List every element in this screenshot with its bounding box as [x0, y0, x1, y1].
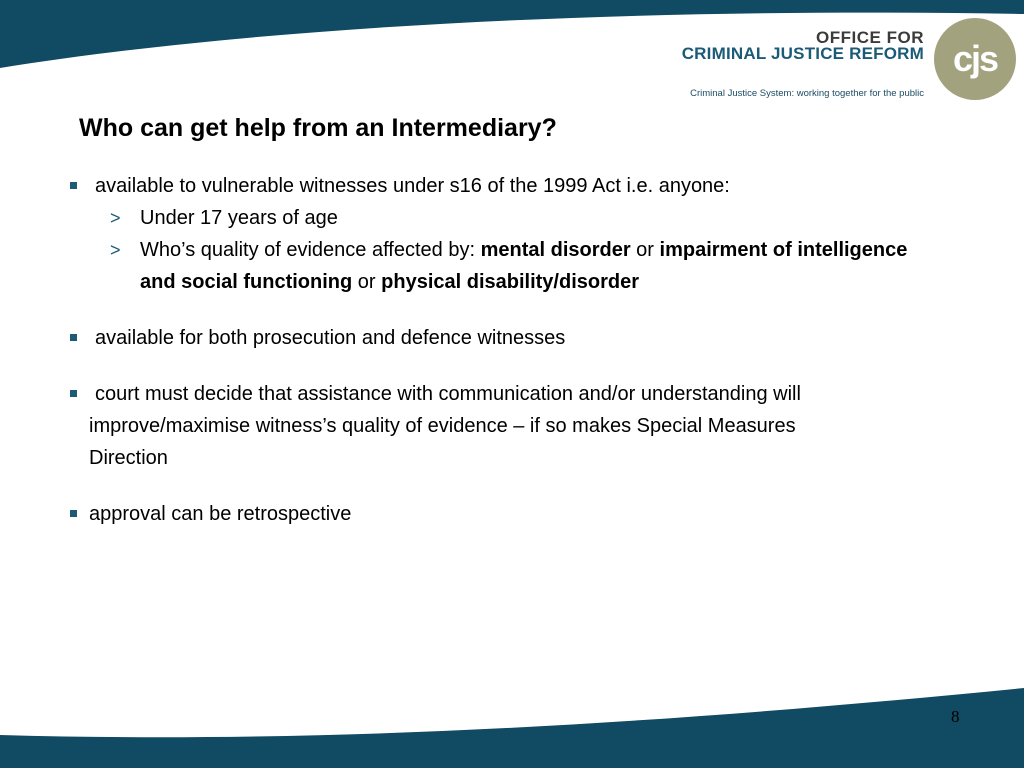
sub-bullet-marker-icon: > [110, 208, 121, 228]
page-number: 8 [951, 707, 960, 726]
emphasis-text: physical disability/disorder [381, 271, 640, 293]
bullet-item [70, 170, 920, 202]
logo-line-office: OFFICE FOR [816, 28, 924, 47]
bullet-marker-icon [70, 334, 77, 341]
bullet-marker-icon [70, 182, 77, 189]
sub-bullet-item [70, 202, 920, 234]
logo-line-org: CRIMINAL JUSTICE REFORM [681, 44, 924, 63]
cjs-logo-mark: cjs [952, 38, 998, 79]
sub-bullet-marker-icon: > [110, 240, 121, 260]
bullet-item [70, 378, 920, 474]
connector-text: or [630, 239, 660, 261]
bullet-text-line: Direction [89, 447, 168, 469]
bullet-text: approval can be retrospective [89, 503, 352, 525]
emphasis-text: impairment of intelligence and social functioning [140, 239, 908, 293]
bullet-item [70, 498, 920, 530]
sub-bullet-text: Who’s quality of evidence affected by: [140, 239, 481, 261]
sub-bullet-text: Under 17 years of age [140, 207, 338, 229]
emphasis-text: mental disorder [480, 239, 631, 261]
slide-content [70, 170, 920, 530]
bullet-text-line: improve/maximise witness’s quality of evidence – if so makes Special Measures [89, 415, 796, 437]
slide-title: Who can get help from an Intermediary? [79, 114, 557, 142]
bullet-item [70, 322, 920, 354]
bullet-marker-icon [70, 510, 77, 517]
connector-text: or [352, 271, 382, 293]
bullet-marker-icon [70, 390, 77, 397]
sub-bullet-item [70, 234, 920, 298]
bullet-text-line: court must decide that assistance with communication and/or understanding will [95, 383, 801, 405]
bullet-text: available for both prosecution and defence witnesses [95, 327, 566, 349]
bullet-text: available to vulnerable witnesses under s16 of the 1999 Act i.e. anyone: [95, 175, 730, 197]
logo-tagline: Criminal Justice System: working together for the public [690, 88, 924, 99]
